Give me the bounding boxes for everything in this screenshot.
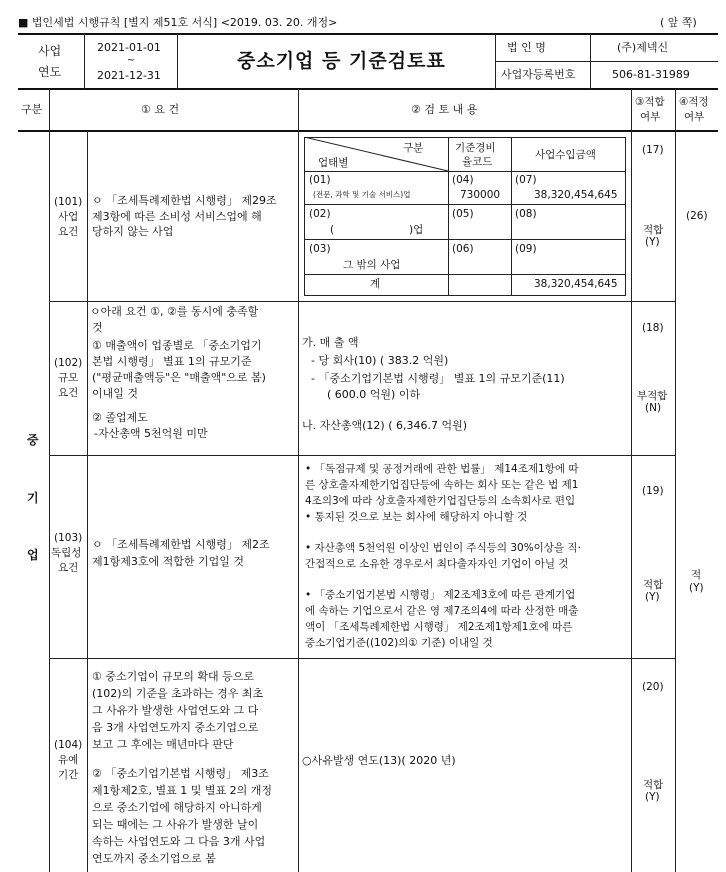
page-title: 중소기업 등 기준검토표 — [237, 50, 446, 72]
r101-name1: 사업 — [58, 211, 79, 223]
corp-name-label: 법 인 명 — [507, 41, 546, 54]
r103-name1: 독립성 — [51, 547, 82, 559]
inner-row2-no: (02) — [309, 208, 331, 220]
r103-code: (103) — [54, 532, 83, 544]
r101-req: ㅇ 「조세특례제한법 시행령」 제29조 — [92, 194, 277, 207]
inner-row1-no: (01) — [309, 174, 331, 186]
inner-hdr-revenue: 사업수입금액 — [535, 149, 596, 161]
r104-req: 속하는 사업연도와 그 다음 3개 사업 — [92, 835, 266, 848]
r102-req: -자산총액 5천억원 미만 — [94, 427, 208, 440]
rule — [625, 137, 626, 296]
r103-review: 액이 「조세특례제한법 시행령」 제2조제1항제1호에 따른 — [305, 621, 573, 633]
r103-review: • 「독점규제 및 공정거래에 관한 법률」 제14조제1항에 따 — [305, 463, 579, 475]
rule-header-bottom — [18, 88, 718, 90]
rule — [304, 274, 625, 275]
rule — [495, 34, 496, 89]
r101-fit-no: (17) — [642, 144, 664, 156]
rule — [87, 131, 88, 872]
r104-req: 보고 그 후에는 매년마다 판단 — [92, 738, 234, 751]
r102-fit-code: (N) — [645, 402, 662, 414]
inner-hdr-code: 율코드 — [462, 156, 493, 168]
col-fit-a: ③적합 — [635, 96, 665, 108]
r103-fit-value: 적합 — [643, 579, 664, 591]
inner-row1-name: (전문, 과학 및 기술 서비스)업 — [313, 190, 411, 199]
rule-colheader-bottom — [18, 130, 718, 132]
r104-review: ○사유발생 연도(13)( 2020 년) — [302, 754, 456, 767]
inner-row1-code-no: (04) — [452, 174, 474, 186]
biz-no-label: 사업자등록번호 — [501, 68, 576, 81]
inner-row2-rev-no: (08) — [515, 208, 537, 220]
inner-hdr-code: 기준경비 — [455, 142, 496, 154]
biz-no: 506-81-31989 — [612, 68, 690, 81]
r102-name1: 규모 — [58, 372, 79, 384]
date-tilde: ~ — [127, 55, 135, 66]
inner-row3-no: (03) — [309, 243, 331, 255]
inner-hdr-gubun: 구분 — [403, 142, 424, 154]
side-label-3: 업 — [27, 548, 39, 562]
year-label-2: 연도 — [38, 65, 62, 79]
r101-fit-value: 적합 — [643, 224, 664, 236]
r103-review: 중소기업기준((102)의① 기준) 이내일 것 — [305, 637, 493, 649]
date-to: 2021-12-31 — [97, 69, 161, 82]
r104-req: ② 「중소기업기본법 시행령」 제3조 — [92, 767, 269, 780]
rule — [49, 301, 675, 302]
r102-req: ① 매출액이 업종별로 「중소기업기 — [92, 339, 262, 352]
r104-req: 연도까지 중소기업으로 봄 — [92, 852, 216, 865]
r104-req: 음 3개 사업연도까지 중소기업으로 — [92, 721, 259, 734]
rule — [49, 455, 675, 456]
r103-review: • 「중소기업기본법 시행령」 제2조제3호에 따른 관계기업 — [305, 589, 576, 601]
r104-code: (104) — [54, 739, 83, 751]
rule — [298, 89, 299, 872]
r104-fit-no: (20) — [642, 681, 664, 693]
r101-name2: 요건 — [58, 226, 79, 238]
inner-hdr-industry: 업태별 — [318, 157, 349, 169]
r103-review: 간접적으로 소유한 경우로서 최다출자자인 기업이 아닐 것 — [305, 558, 569, 570]
r101-code: (101) — [54, 196, 83, 208]
inner-row1-rev: 38,320,454,645 — [534, 189, 618, 201]
inner-row3-rev-no: (09) — [515, 243, 537, 255]
rule — [495, 61, 718, 62]
r104-name1: 유예 — [58, 754, 79, 766]
r102-req: 것 — [92, 321, 103, 334]
corp-name: (주)제넥신 — [617, 41, 669, 54]
r101-fit-code: (Y) — [645, 236, 660, 248]
r104-req: 으로 중소기업에 해당하지 아니하게 — [92, 801, 262, 814]
r102-review: - 당 회사(10) ( 383.2 억원) — [311, 354, 449, 367]
r102-req: ② 졸업제도 — [92, 411, 148, 424]
r102-req: ㅇ아래 요건 ①, ②를 동시에 충족할 — [90, 305, 259, 318]
r102-name2: 요건 — [58, 387, 79, 399]
r103-proper-code: (Y) — [689, 582, 704, 594]
r103-review: 4조의3에 따라 상호출자제한기업집단등의 소속회사로 편입 — [305, 495, 576, 507]
side-label-1: 중 — [27, 433, 39, 447]
form-header-left: ■ 법인세법 시행규칙 [별지 제51호 서식] <2019. 03. 20. 개정> — [18, 16, 338, 29]
r101-req: 당하지 않는 사업 — [92, 225, 174, 238]
inner-row2-open: ( — [330, 224, 335, 236]
inner-row3-code-no: (06) — [452, 243, 474, 255]
r102-review: 나. 자산총액(12) ( 6,346.7 억원) — [302, 419, 468, 432]
r104-req: 되는 때에는 그 사유가 발생한 날이 — [92, 818, 259, 831]
rule — [177, 34, 178, 89]
rule — [304, 204, 625, 205]
rule — [49, 658, 675, 659]
col-proper-b: 여부 — [684, 111, 705, 123]
col-category: 구분 — [21, 103, 43, 116]
r102-review: 가. 매 출 액 — [302, 336, 359, 349]
year-label-1: 사업 — [38, 44, 62, 58]
r102-fit-value: 부적합 — [637, 390, 668, 402]
rule — [590, 34, 591, 89]
r102-req: 본법 시행령」 별표 1의 규모기준 — [92, 355, 252, 368]
rule — [304, 295, 625, 296]
rule — [675, 89, 676, 872]
r103-review: • 자산총액 5천억원 이상인 법인이 주식등의 30%이상을 직· — [305, 542, 581, 554]
r103-fit-code: (Y) — [645, 591, 660, 603]
inner-row2-close: )업 — [409, 224, 424, 236]
r103-review: 른 상호출자제한기업집단등에 속하는 회사 또는 같은 법 제1 — [305, 479, 579, 491]
r103-fit-no: (19) — [642, 485, 664, 497]
form-header-right: ( 앞 쪽) — [660, 16, 697, 29]
inner-total-label: 계 — [370, 278, 381, 290]
r102-review: - 「중소기업기본법 시행령」 별표 1의 규모기준(11) — [311, 372, 565, 385]
r102-review: ( 600.0 억원) 이하 — [327, 388, 421, 401]
rule — [631, 89, 632, 872]
r102-fit-no: (18) — [642, 322, 664, 334]
inner-row1-code: 730000 — [460, 189, 501, 201]
r104-req: (102)의 기준을 초과하는 경우 최초 — [92, 687, 264, 700]
r103-req: ㅇ 「조세특례제한법 시행령」 제2조 — [92, 538, 270, 551]
date-from: 2021-01-01 — [97, 41, 161, 54]
inner-row3-name: 그 밖의 사업 — [343, 259, 401, 271]
col-fit-b: 여부 — [640, 111, 661, 123]
r102-req: 이내일 것 — [92, 387, 139, 400]
rule — [84, 34, 85, 89]
r104-req: 그 사유가 발생한 사업연도와 그 다 — [92, 704, 259, 717]
r104-req: ① 중소기업이 규모의 확대 등으로 — [92, 670, 254, 683]
r101-proper-no: (26) — [686, 210, 708, 222]
inner-row1-rev-no: (07) — [515, 174, 537, 186]
r104-fit-value: 적합 — [643, 779, 664, 791]
r103-review: • 통지된 것으로 보는 회사에 해당하지 아니할 것 — [305, 511, 528, 523]
r104-fit-code: (Y) — [645, 791, 660, 803]
r103-req: 제1항제3호에 적합한 기업일 것 — [92, 555, 244, 568]
side-label-2: 기 — [27, 491, 39, 505]
col-review: ② 검 토 내 용 — [411, 103, 478, 116]
r101-req: 제3항에 따른 소비성 서비스업에 해 — [92, 210, 262, 223]
r102-code: (102) — [54, 357, 83, 369]
r104-req: 제1항제2호, 별표 1 및 별표 2의 개정 — [92, 784, 272, 797]
r103-review: 에 속하는 기업으로서 같은 영 제7조의4에 따라 산정한 매출 — [305, 605, 579, 617]
inner-total-rev: 38,320,454,645 — [534, 278, 618, 290]
col-requirement: ① 요 건 — [141, 103, 180, 116]
inner-row2-code-no: (05) — [452, 208, 474, 220]
rule — [511, 137, 512, 296]
rule — [49, 89, 50, 872]
r102-req: ("평균매출액등"은 "매출액"으로 봄) — [92, 371, 266, 384]
r104-name2: 기간 — [58, 769, 79, 781]
r103-proper-value: 적 — [691, 569, 702, 581]
r103-name2: 요건 — [58, 562, 79, 574]
col-proper-a: ④적정 — [679, 96, 709, 108]
rule — [304, 239, 625, 240]
rule-top — [18, 33, 718, 35]
